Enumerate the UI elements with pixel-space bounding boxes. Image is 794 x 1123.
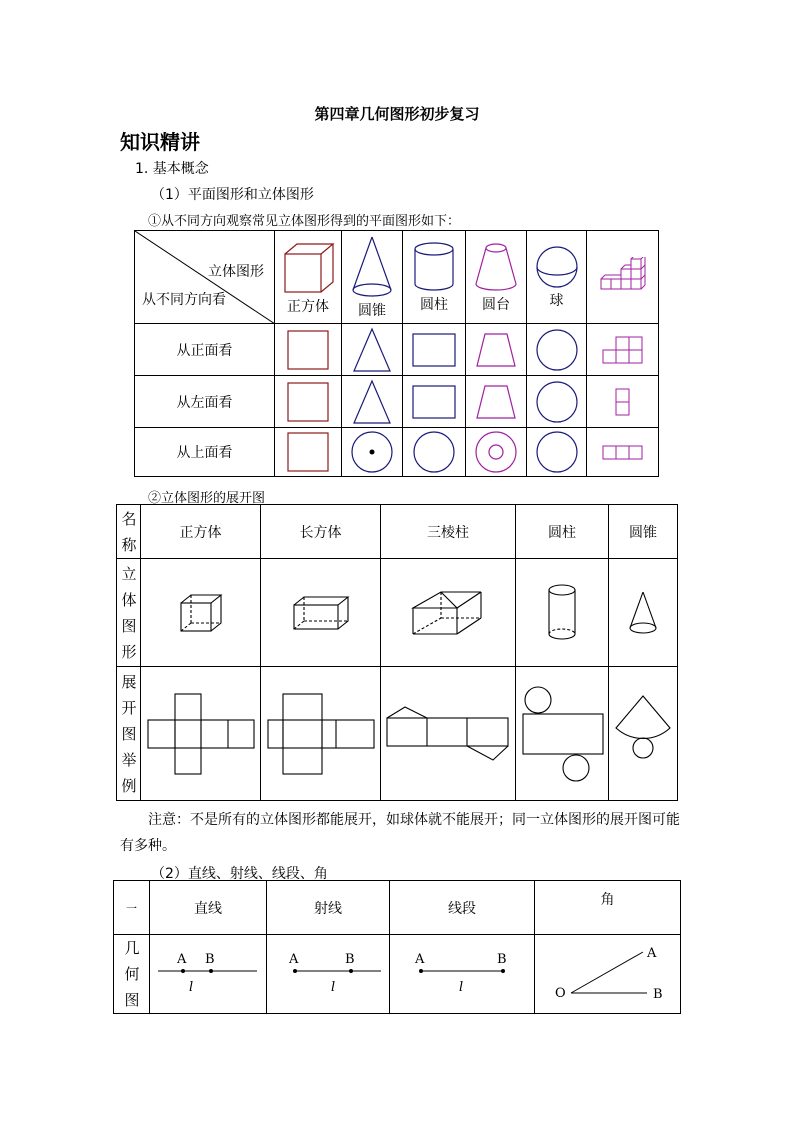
- row-label-net: 展开图举例: [121, 672, 137, 795]
- solid-cone: [342, 231, 403, 324]
- solid-blocks: [587, 231, 659, 324]
- point-b-label: B: [497, 952, 507, 967]
- circle-icon: [534, 327, 580, 373]
- point-b-label: B: [652, 987, 663, 1002]
- top-blocks-icon: [601, 443, 645, 461]
- cube-wireframe-icon: [179, 593, 223, 633]
- point-o-label: O: [554, 986, 566, 1001]
- trapezoid-icon: [475, 332, 517, 368]
- rectangle-icon: [411, 332, 457, 368]
- point-a-label: A: [646, 946, 656, 961]
- cylinder-icon: [411, 240, 457, 294]
- left-blocks-icon: [613, 386, 633, 418]
- note-line-1: 注意：不是所有的立体图形都能展开，如球体就不能展开；同一立体图形的展开图可能: [148, 812, 680, 828]
- ray-diagram: [273, 949, 383, 999]
- solid-cylinder: [403, 231, 466, 324]
- point-b-label: B: [205, 952, 215, 967]
- header-segment: 线段: [390, 881, 535, 935]
- cylinder-net-icon: [518, 685, 606, 783]
- net-name: 长方体: [261, 505, 381, 559]
- row-label: 从左面看: [135, 376, 275, 428]
- square-icon: [286, 329, 330, 371]
- solid-sphere: [527, 231, 587, 324]
- line-l-label: l: [331, 980, 336, 995]
- nets-table: [116, 504, 678, 801]
- rectangle-icon: [411, 384, 457, 420]
- cube-net-icon: [146, 693, 256, 775]
- header-line: 直线: [150, 881, 267, 935]
- point-a-label: A: [415, 952, 425, 967]
- diagonal-header-cell: [135, 231, 275, 324]
- net-name: 正方体: [141, 505, 261, 559]
- view-intro: ①从不同方向观察常见立体图形得到的平面图形如下：: [148, 214, 461, 229]
- point-a-label: A: [289, 952, 299, 967]
- point-b-label: B: [345, 952, 355, 967]
- solid-name: 球: [549, 293, 564, 309]
- header-direction-label: 从不同方向看: [142, 292, 226, 308]
- circle-icon: [534, 379, 580, 425]
- row-label: 从上面看: [135, 428, 275, 477]
- item-basic-concepts: 1. 基本概念: [135, 161, 209, 177]
- prism-wireframe-icon: [411, 590, 485, 636]
- solid-name: 正方体: [287, 299, 329, 315]
- sphere-icon: [534, 244, 580, 290]
- item-lines-angles: （2）直线、射线、线段、角: [151, 866, 328, 882]
- line-diagram: [153, 949, 263, 999]
- triangle-icon: [352, 379, 392, 425]
- net-intro: ②立体图形的展开图: [148, 491, 266, 506]
- net-name: 圆柱: [516, 505, 609, 559]
- net-name: 三棱柱: [381, 505, 516, 559]
- circle-with-center-icon: [349, 429, 395, 475]
- prism-net-icon: [385, 704, 511, 764]
- circle-icon: [534, 429, 580, 475]
- frustum-icon: [471, 240, 521, 294]
- square-icon: [286, 431, 330, 473]
- row-label-figure: 几何图: [124, 939, 140, 1009]
- note-line-2: 有多种。: [120, 838, 176, 854]
- solid-name: 圆台: [482, 297, 510, 313]
- square-icon: [286, 381, 330, 423]
- cube-icon: [281, 238, 335, 296]
- cone-icon: [349, 234, 395, 300]
- lines-table: [113, 880, 681, 1014]
- net-name: 圆锥: [609, 505, 678, 559]
- solid-name: 圆锥: [358, 303, 386, 319]
- trapezoid-icon: [475, 384, 517, 420]
- row-label-name: 名称: [121, 509, 137, 554]
- front-blocks-icon: [601, 334, 645, 366]
- header-solid-label: 立体图形: [208, 264, 264, 280]
- header-angle: 角: [535, 881, 681, 935]
- item-plane-solid: （1）平面图形和立体图形: [151, 187, 314, 203]
- solid-name: 圆柱: [420, 297, 448, 313]
- line-l-label: l: [189, 980, 194, 995]
- solid-frustum: [466, 231, 527, 324]
- corner-cell: 一: [114, 881, 150, 935]
- solid-cube: [275, 231, 342, 324]
- cuboid-wireframe-icon: [292, 595, 350, 631]
- segment-diagram: [407, 949, 517, 999]
- row-label-solid: 立体图形: [121, 564, 137, 661]
- section-heading: 知识精讲: [120, 130, 200, 154]
- concentric-circles-icon: [473, 429, 519, 475]
- stacked-blocks-icon: [597, 257, 649, 297]
- line-l-label: l: [459, 980, 464, 995]
- cone-wireframe-icon: [626, 590, 660, 636]
- document-title: 第四章几何图形初步复习: [314, 105, 480, 123]
- cuboid-net-icon: [266, 693, 376, 775]
- point-a-label: A: [177, 952, 187, 967]
- cone-net-icon: [612, 694, 674, 774]
- angle-diagram: [543, 943, 673, 1005]
- views-table: [134, 230, 659, 477]
- triangle-icon: [352, 327, 392, 373]
- cylinder-wireframe-icon: [544, 582, 580, 644]
- header-ray: 射线: [267, 881, 390, 935]
- circle-icon: [411, 429, 457, 475]
- row-label: 从正面看: [135, 324, 275, 376]
